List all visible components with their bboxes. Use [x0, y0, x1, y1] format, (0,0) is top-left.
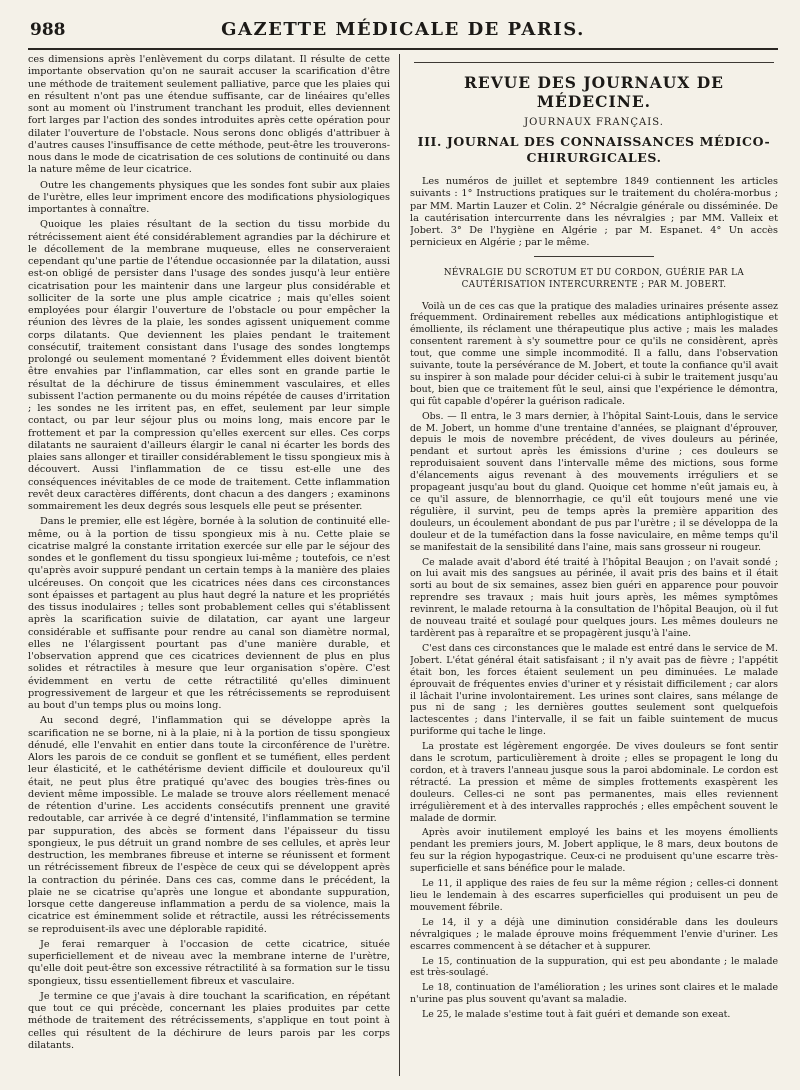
body-paragraph: Outre les changements physiques que les sondes font subir aux plaies de l'urètre, elles leur impriment encore des modifications physiologiques importantes à connaître.	[28, 179, 390, 215]
body-paragraph: Quoique les plaies résultant de la section du tissu morbide du rétrécissement aient été considérablement agrandies par la déchirure et le décollement de la membrane muqueuse, elles ne conserveraient cependant qu'une partie de l'étendue occasionnée par la dilatation, aussi est-on obligé de persister dans l'usage des sondes jusqu'à leur entière cicatrisation pour les maintenir dans une largeur plus considérable et solliciter de la sorte une plus ample cicatrice ; mais qu'elles soient employées pour élargir l'ouverture de l'obstacle ou pour empêcher la réunion des lèvres de la plaie, les sondes agissent uniquement comme corps dilatants. Que deviennent les plaies pendant le traitement consécutif, traitement consistant dans l'usage des sondes longtemps prolongé ou seulement momentané ? Évidemment elles doivent bientôt être envahies par l'inflammation, car elles sont en grande partie le résultat de la déchirure de tissus éminemment vasculaires, et elles subissent l'action permanente ou du moins répétée de causes d'irritation ; les sondes ne les irritent pas, en effet, seulement par leur simple contact, ou par leur séjour plus ou moins long, mais encore par le frottement et par la compression qu'elles exercent sur elles. Ces corps dilatants ne sauraient d'ailleurs élargir le canal ni écarter les bords des plaies sans allonger et tirailler considérablement le tissu spongieux mis à découvert. Aussi l'inflammation de ce tissu est-elle une des conséquences inévitables de ce mode de traitement. Cette inflammation revêt deux caractères différents, dont chacun a des dangers ; examinons sommairement les deux degrés sous lesquels elle peut se présenter.	[28, 219, 390, 512]
body-paragraph: Voilà un de ces cas que la pratique des maladies urinaires présente assez fréquemment. Ordinairement rebelles aux médications antiphlogistique et émolliente, ils réclament une thérapeutique plus active ; mais les malades consentent rarement à s'y soumettre pour ce qu'ils ne considèrent, après tout, que comme une simple incommodité. Il a fallu, dans l'observation suivante, toute la persévérance de M. Jobert, et toute la confiance qu'il avait su inspirer à son malade pour décider celui-ci à subir le traitement jusqu'au bout, bien que ce traitement fût le seul, ainsi que l'expérience le démontra, qui fût capable d'opérer la guérison radicale.	[410, 300, 778, 407]
separator-rule	[534, 256, 654, 257]
body-paragraph: Je termine ce que j'avais à dire touchant la scarification, en répétant que tout ce qui précède, concernant les plaies produites par cette méthode de traitement des rétrécissements, s'applique en tout point à celles qui résultent de la déchirure de leurs parois par les corps dilatants.	[28, 990, 390, 1051]
article-heading: NÉVRALGIE DU SCROTUM ET DU CORDON, GUÉRIE PAR LA CAUTÉRISATION INTERCURRENTE ; PAR M. JOBERT.	[443, 267, 745, 290]
body-paragraph: Le 25, le malade s'estime tout à fait guéri et demande son exeat.	[422, 1009, 731, 1021]
body-paragraph: Je ferai remarquer à l'occasion de cette cicatrice, située superficiellement et de niveau avec la membrane interne de l'urètre, qu'elle doit peut-être son excessive rétractilité à sa formation sur le tissu spongieux, tissu essentiellement fibreux et vasculaire.	[28, 938, 390, 987]
body-paragraph: Le 18, continuation de l'amélioration ; les urines sont claires et le malade n'urine pas plus souvent qu'avant sa maladie.	[410, 982, 778, 1006]
body-paragraph: Le 14, il y a déjà une diminution considérable dans les douleurs névralgiques ; le malade éprouve moins fréquemment l'envie d'uriner. Les escarres commencent à se détacher et à suppurer.	[410, 916, 778, 952]
right-column	[410, 54, 778, 1078]
section-title: REVUE DES JOURNAUX DE MÉDECINE.	[464, 73, 724, 111]
body-paragraph: C'est dans ces circonstances que le malade est entré dans le service de M. Jobert. L'état général était satisfaisant ; il n'y avait pas de fièvre ; l'appétit était bon, les forces étaient seulement un peu diminuées. Le malade éprouvait de fréquentes envies d'uriner et y résistait difficilement ; car alors il lâchait l'urine involontairement. Les urines sont claires, sans mélange de pus ni de sang ; les dernières gouttes seulement sont quelquefois lactescentes ; dans l'intervalle, il se fait un faible suintement de mucus puriforme qui tache le linge.	[410, 642, 778, 738]
page-header	[28, 14, 778, 50]
journal-heading: III. JOURNAL DES CONNAISSANCES MÉDICO-CHIRURGICALES.	[417, 134, 771, 165]
body-paragraph: La prostate est légèrement engorgée. De vives douleurs se font sentir dans le scrotum, particulièrement à droite ; elles se propagent le long du cordon, et à travers l'anneau jusque sous la paroi abdominale. Le cordon est rétracté. La pression et même de simples frottements exaspèrent les douleurs. Celles-ci ne sont pas permanentes, mais elles reviennent irrégulièrement et à des intervalles rapprochés ; elles empêchent souvent le malade de dormir.	[410, 741, 778, 824]
intro-paragraph: Les numéros de juillet et septembre 1849 contiennent les articles suivants : 1° Instructions pratiques sur le traitement du choléra-morbus ; par MM. Martin Lauzer et Colin. 2° Nécralgie générale ou disséminée. De la cautérisation intercurrente dans les névralgies ; par MM. Valleix et Jobert. 3° De l'hygiène en Algérie ; par M. Espanet. 4° Un accès pernicieux en Algérie ; par le même.	[410, 176, 778, 249]
body-paragraph: Obs. — Il entra, le 3 mars dernier, à l'hôpital Saint-Louis, dans le service de M. Jobert, un homme d'une trentaine d'années, se plaignant d'éprouver, depuis le mois de novembre précédent, de vives douleurs au périnée, pendant et surtout après les émissions d'urine ; ces douleurs se reproduisaient souvent dans l'intervalle même des mictions, sous forme d'élancements aigus revenant à des mouvements irréguliers et se propageant jusqu'au bout du gland. Quoique cet homme n'eût jamais eu, à ce qu'il assure, de blennorrhagie, ce qu'il eût toujours mené une vie régulière, il survint, peu de temps après la première apparition des douleurs, un écoulement abondant de pus par l'urètre ; il se développa de la douleur et de la tuméfaction dans la fosse naviculaire, en même temps qu'il se manifestait de la sensibilité dans l'aine, mais sans grosseur ni rougeur.	[410, 410, 778, 553]
section-subtitle: JOURNAUX FRANÇAIS.	[524, 117, 664, 128]
left-column	[28, 54, 390, 1078]
body-paragraph: Au second degré, l'inflammation qui se développe après la scarification ne se borne, ni à la plaie, ni à la portion de tissu spongieux dénudé, elle l'envahit en entier dans toute la circonférence de l'urètre. Alors les parois de ce conduit se gonflent et se tuméfient, elles perdent leur élasticité, et le cathétérisme devient difficile et douloureux qu'il était, ne peut plus être pratiqué qu'avec des bougies très-fines ou devient même impossible. Le malade se trouve alors réellement menacé de rétention d'urine. Les accidents consécutifs prennent une gravité redoutable, car arrivée à ce degré d'intensité, l'inflammation se termine par suppuration, des abcès se forment dans l'épaisseur du tissu spongieux, le pus détruit un grand nombre de ses cellules, et après leur destruction, les membranes fibreuse et interne se réunissent et forment un rétrécissement fibreux de l'espèce de ceux qui se développent après la contraction du périnée. Dans ces cas, comme dans le précédent, la plaie ne se cicatrise qu'après une longue et abondante suppuration, lorsque cette dangereuse inflammation a perdu de sa violence, mais la cicatrice est éminemment solide et rétractile, aussi les rétrécissements se reproduisent-ils avec une déplorable rapidité.	[28, 715, 390, 935]
body-paragraph: Après avoir inutilement employé les bains et les moyens émollients pendant les premiers jours, M. Jobert applique, le 8 mars, deux boutons de feu sur la région hypogastrique. Ceux-ci ne produisent qu'une escarre très-superficielle et sans bénéfice pour le malade.	[410, 827, 778, 875]
body-paragraph: Dans le premier, elle est légère, bornée à la solution de continuité elle-même, ou à la portion de tissu spongieux mis à nu. Cette plaie se cicatrise malgré la constante irritation exercée sur elle par le séjour des sondes et le gonflement du tissu spongieux lui-même ; toutefois, ce n'est qu'après avoir suppuré pendant un certain temps à la manière des plaies ulcéreuses. On conçoit que les cicatrices nées dans ces circonstances sont épaisses et partagent au plus haut degré la nature et les propriétés des tissus inodulaires ; telles sont probablement celles qui s'établissent après la scarification suivie de dilatation, car ayant une largeur considérable et suffisante pour rendre au canal son diamètre normal, elles ne l'élargissent pourtant pas d'une manière durable, et l'observation apprend que ces cicatrices deviennent de plus en plus solides et rétractiles à mesure que leur organisation s'opère. C'est évidemment en vertu de cette rétractilité qu'elles diminuent progressivement de largeur et que les rétrécissements se reproduisent au bout d'un temps plus ou moins long.	[28, 516, 390, 711]
journal-title: GAZETTE MÉDICALE DE PARIS.	[221, 19, 585, 40]
body-paragraph: Ce malade avait d'abord été traité à l'hôpital Beaujon ; on l'avait sondé ; on lui avait mis des sangsues au périnée, il avait pris des bains et il était sorti au bout de six semaines, assez bien guéri en apparence pour pouvoir reprendre ses travaux ; mais huit jours après, les mêmes symptômes revinrent, le malade retourna à la consultation de l'hôpital Beaujon, où il fut de nouveau traité et soulagé pour quelques jours. Les mêmes douleurs ne tardèrent pas à reparaître et se propagèrent jusqu'à l'aine.	[410, 556, 778, 639]
page-number: 988	[30, 20, 66, 40]
top-rule	[414, 62, 774, 63]
body-paragraph: Le 11, il applique des raies de feu sur la même région ; celles-ci donnent lieu le lendemain à des escarres superficielles qui produisent un peu de mouvement fébrile.	[410, 878, 778, 913]
body-paragraph: Le 15, continuation de la suppuration, qui est peu abondante ; le malade est très-soulagé.	[410, 955, 778, 979]
body-paragraph: ces dimensions après l'enlèvement du corps dilatant. Il résulte de cette importante observation qu'on ne saurait accuser la scarification d'être une méthode de traitement seulement palliative, parce que les plaies qui en résultent n'ont pas une étendue suffisante, car de linéaires qu'elles sont au moment où l'instrument tranchant les produit, elles deviennent fort larges par l'action des sondes introduites après cette opération pour dilater l'ouverture de l'obstacle. Nous serons donc obligés d'attribuer à d'autres causes l'insuffisance de cette méthode, peut-être les trouverons-nous dans le mode de cicatrisation de ces solutions de continuité ou dans la nature même de leur cicatrice.	[28, 54, 390, 176]
column-divider	[399, 54, 400, 1076]
